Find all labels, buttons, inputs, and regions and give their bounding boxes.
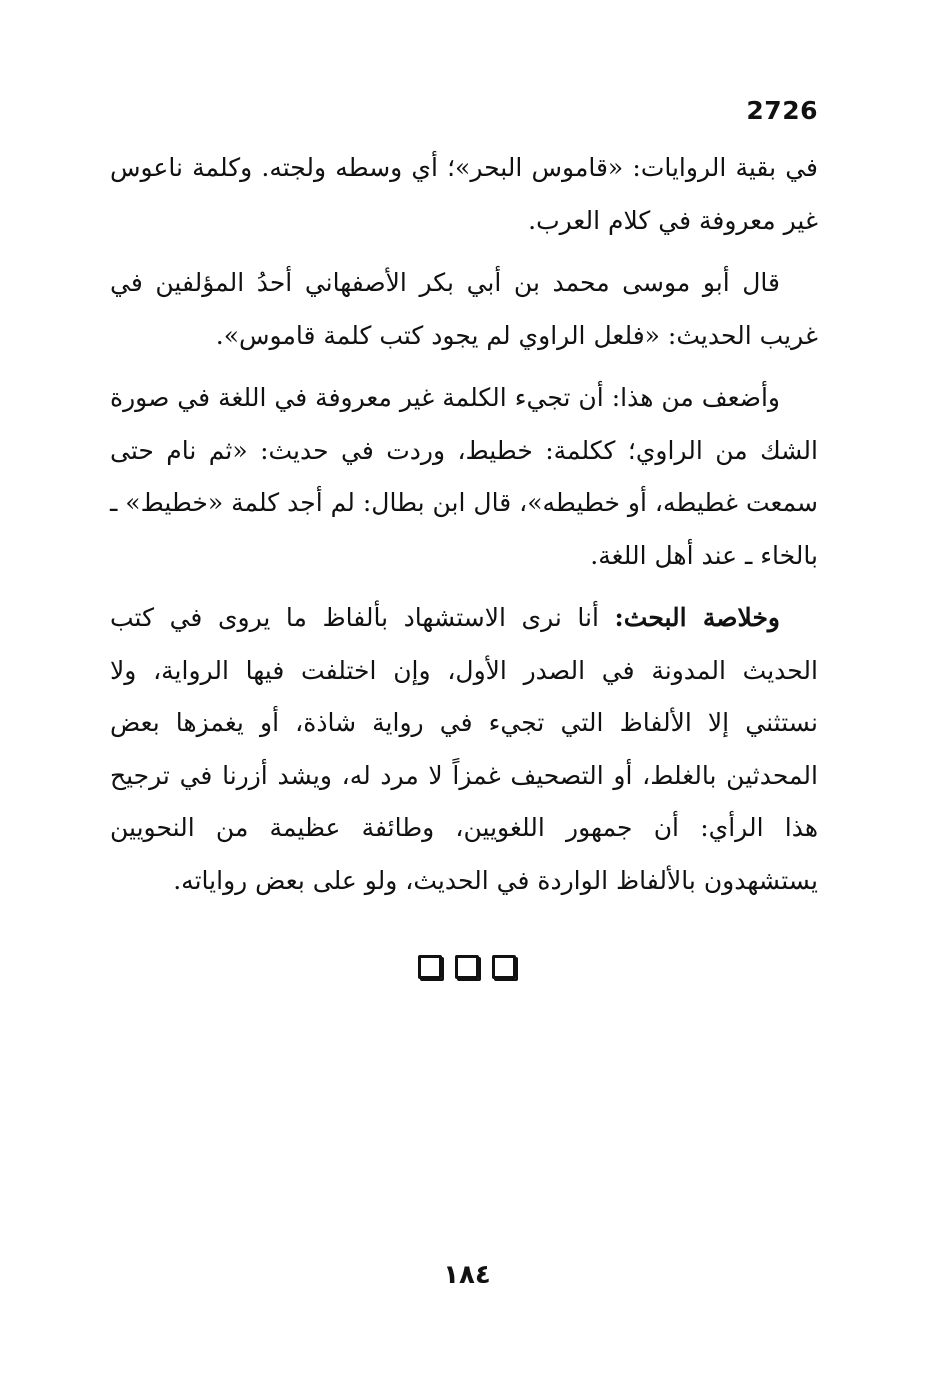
paragraph <box>110 257 818 362</box>
page-number: ١٨٤ <box>443 1260 491 1290</box>
paragraph-text: قال أبو موسى محمد بن أبي بكر الأصفهاني أحدُ المؤلفين في غريب الحديث: «فلعل الراوي لم يجود كتب كلمة قاموس». <box>110 268 818 350</box>
square-ornament-icon <box>492 955 516 979</box>
conclusion-paragraph <box>110 592 818 907</box>
paragraph <box>110 372 818 582</box>
paragraph <box>110 142 818 247</box>
body-text <box>110 142 818 917</box>
square-ornament-icon <box>418 955 442 979</box>
page-header-number: 2726 <box>746 96 818 125</box>
paragraph-text: في بقية الروايات: «قاموس البحر»؛ أي وسطه ولجته. وكلمة ناعوس غير معروفة في كلام العرب. <box>110 153 818 235</box>
paragraph-text: أنا نرى الاستشهاد بألفاظ ما يروى في كتب الحديث المدونة في الصدر الأول، وإن اختلفت فيها الرواية، ولا نستثني إلا الألفاظ التي تجيء في رواية شاذة، أو يغمزها بعض المحدثين بالغلط، أو التصحيف غمزاً لا مرد له، ويشد أزرنا في ترجيح هذا الرأي: أن جمهور اللغويين، وطائفة عظيمة من النحويين يستشهدون بالألفاظ الواردة في الحديث، ولو على بعض رواياته. <box>110 603 818 895</box>
paragraph-lead: وخلاصة البحث: <box>614 603 780 632</box>
square-ornament-icon <box>455 955 479 979</box>
section-end-ornament <box>0 955 934 979</box>
paragraph-text: وأضعف من هذا: أن تجيء الكلمة غير معروفة في اللغة في صورة الشك من الراوي؛ ككلمة: خطيط، وردت في حديث: «ثم نام حتى سمعت غطيطه، أو خطيطه»، قال ابن بطال: لم أجد كلمة «خطيط» ـ بالخاء ـ عند أهل اللغة. <box>110 383 818 570</box>
